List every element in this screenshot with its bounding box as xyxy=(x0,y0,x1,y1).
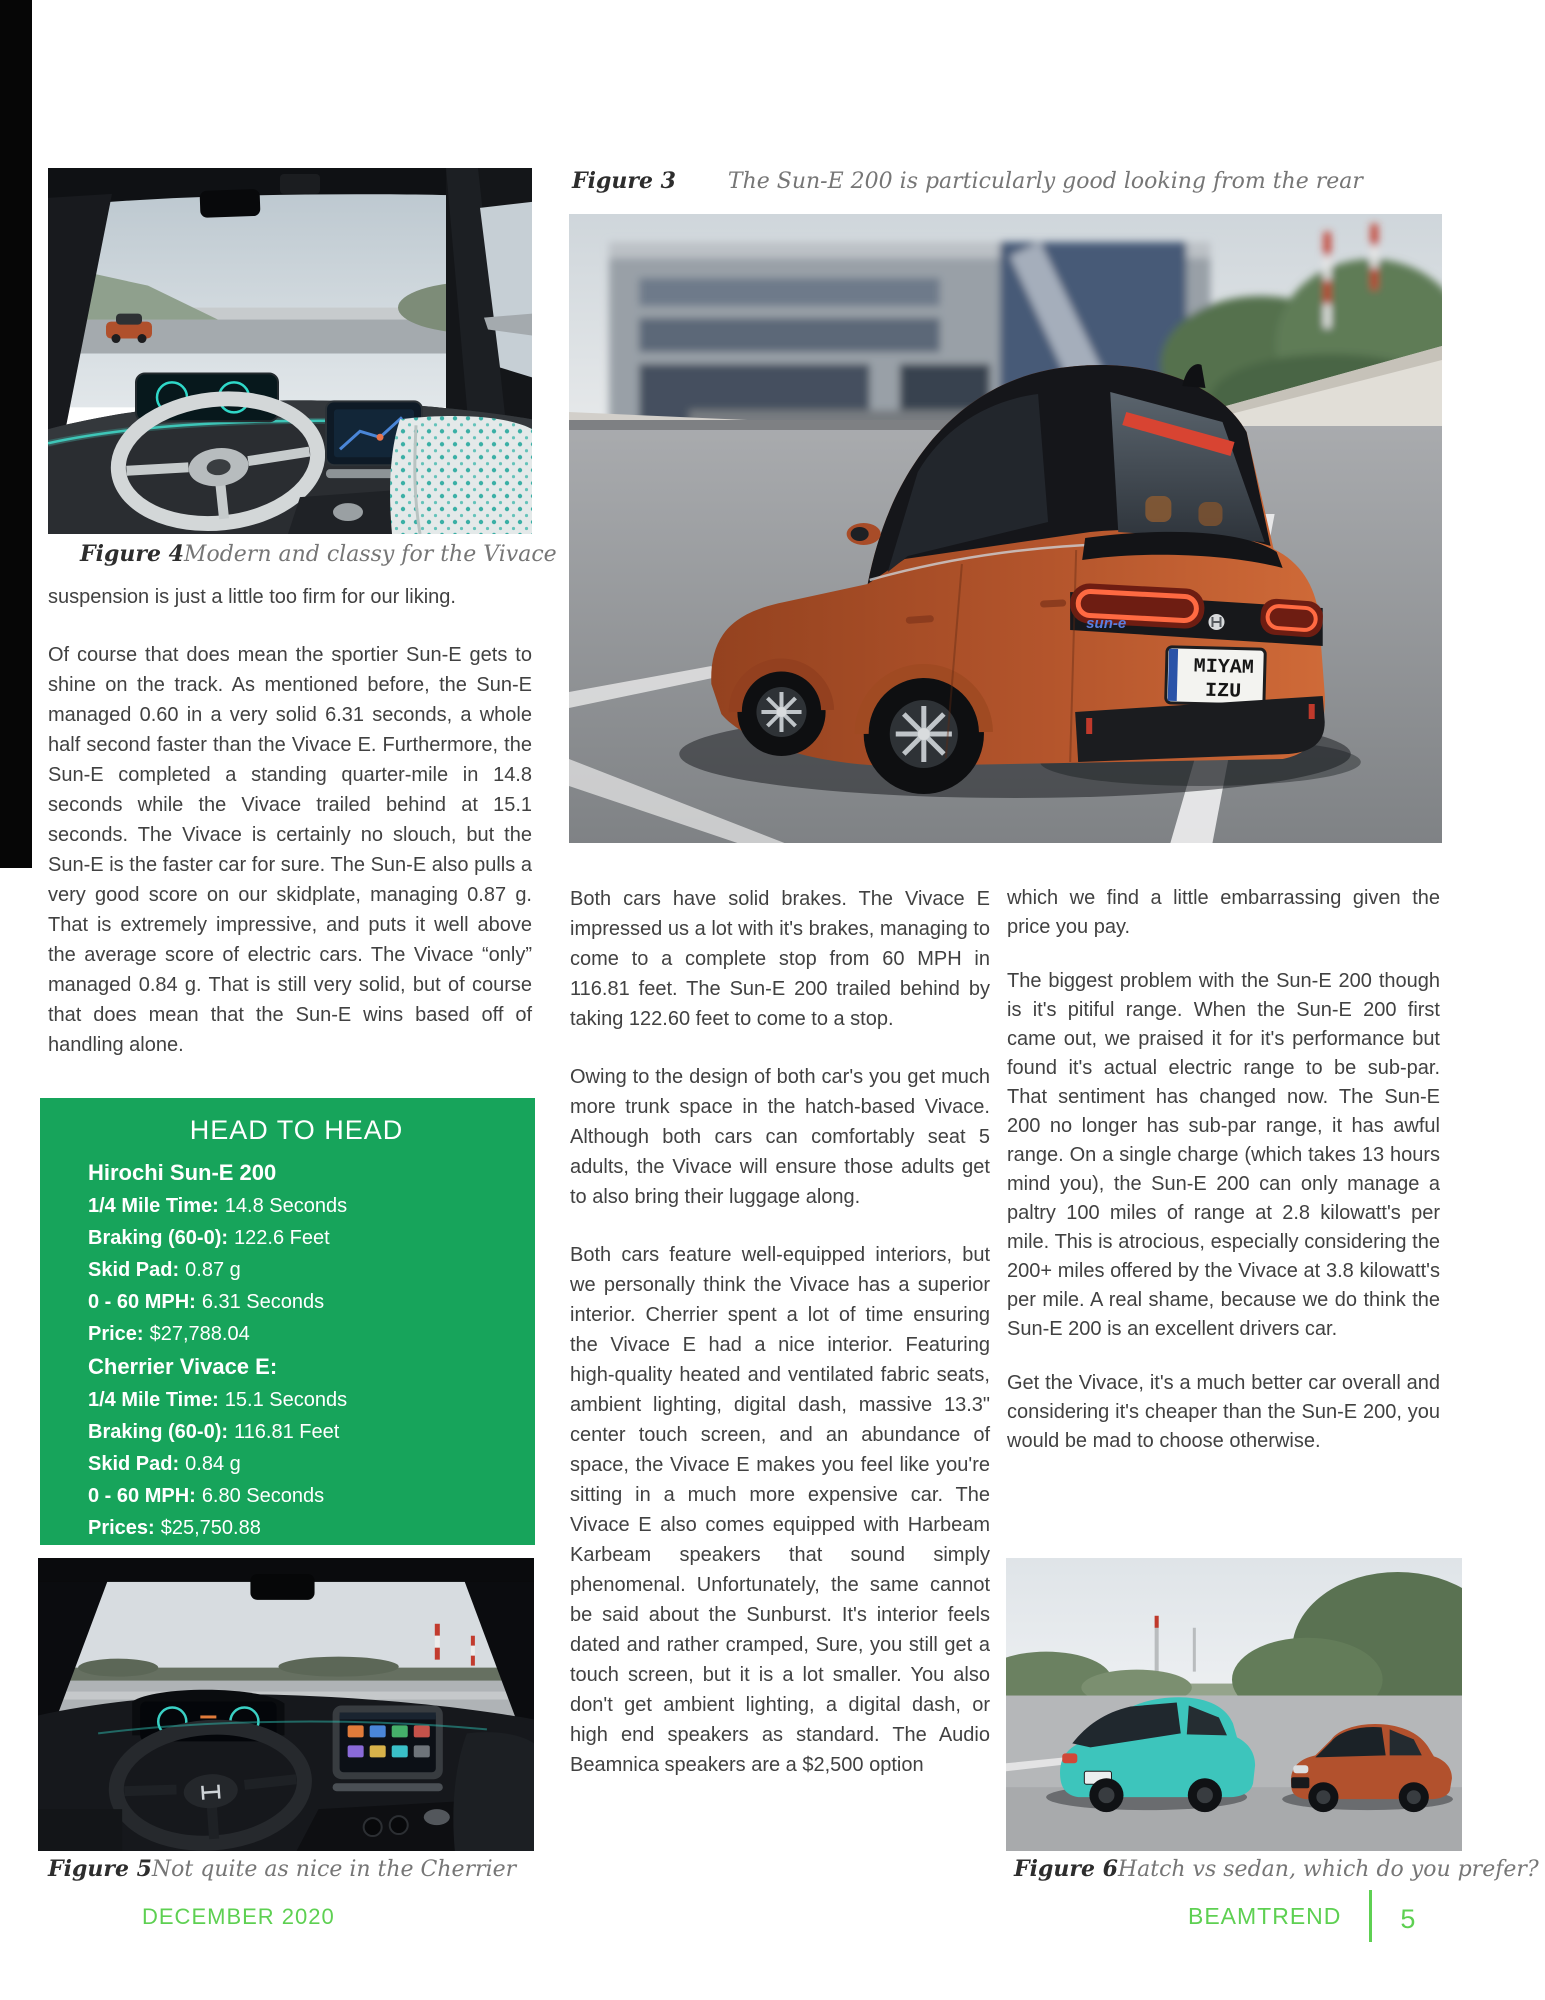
middle-column xyxy=(570,884,990,1780)
footer-right xyxy=(1188,1890,1415,1942)
seat-pattern xyxy=(390,416,532,534)
nav-marker xyxy=(377,434,384,441)
spec-value: 122.6 Feet xyxy=(234,1227,330,1249)
spec-row xyxy=(88,1512,505,1544)
head-to-head-box xyxy=(40,1098,535,1545)
body-paragraph: which we find a little embarrassing given the price you pay. xyxy=(1007,887,1440,938)
figure6-photo xyxy=(1006,1558,1462,1851)
spec-label: 1/4 Mile Time: xyxy=(88,1195,219,1217)
spec-row xyxy=(88,1480,505,1512)
body-paragraph: Of course that does mean the sportier Sun-E gets to shine on the track. As mentioned before, the Sun-E managed 0.60 in a very solid 6.31 seconds, a whole half second faster than the Vivace E. Furthermore, the Sun-E completed a standing quarter-mile in 14.8 seconds while the Vivace trailed behind at 15.1 seconds. The Vivace is certainly no slouch, but the Sun-E is the faster car for sure. The Sun-E also pulls a very good score on our skidplate, managing 0.87 g. That is extremely impressive, and puts it well above the average score of electric cars. The Vivace “only” managed 0.84 g. That is still very solid, but of course that does mean that the Sun-E wins based off of handling alone. xyxy=(48,644,532,1056)
page-edge-bar xyxy=(0,0,32,868)
figure5-caption xyxy=(48,1856,516,1882)
headrest xyxy=(1145,496,1171,522)
tree-bump xyxy=(78,1659,158,1677)
driver-seat-corner xyxy=(38,1809,122,1851)
body-paragraph: suspension is just a little too firm for our liking. xyxy=(48,586,456,608)
sedan-headlight xyxy=(1293,1765,1308,1773)
figure3-label: Figure 3 xyxy=(572,168,676,194)
spec-value: 6.31 Seconds xyxy=(201,1291,325,1313)
spec-value: 0.84 g xyxy=(185,1453,241,1475)
spec-row xyxy=(88,1384,505,1416)
vivace-interior-art xyxy=(48,168,532,534)
body-paragraph: Get the Vivace, it's a much better car overall and considering it's cheaper than the Sun-E 200, you would be mad to choose otherwise. xyxy=(1007,1372,1440,1452)
cherrier-interior-art xyxy=(38,1558,534,1851)
mast-top xyxy=(1155,1616,1159,1628)
spec-label: Price: xyxy=(88,1323,144,1345)
plate-line1: MIYAM xyxy=(1193,655,1255,680)
rearview-mirror xyxy=(200,189,261,218)
spec-value: 6.80 Seconds xyxy=(201,1485,325,1507)
body-paragraph: Owing to the design of both car's you get much more trunk space in the hatch-based Vivace. Although both cars can comfortably seat 5 adults, the Vivace will ensure those adults get to also bring their luggage along. xyxy=(570,1066,990,1208)
body-paragraph: Both cars feature well-equipped interiors, but we personally think the Vivace has a superior interior. Cherrier spent a lot of time ensuring the Vivace E had a nice interior. Featuring high-quality heated and ventilated fabric seats, ambient lighting, digital dash, massive 13.3" center touch screen, and an abundance of space, the Vivace E makes you feel like you're sitting in a much more expensive car. The Vivace E also comes equipped with Harbeam Karbeam speakers that sound simply phenomenal. Unfortunately, the same cannot be said about the Sunburst. It's interior feels dated and rather cramped, Sure, you still get a touch screen, but it is a lot smaller. You also don't get ambient lighting, a digital dash, or high end speakers as standard. The Audio Beamnica speakers are a $2,500 option xyxy=(570,1244,990,1776)
taillight-right xyxy=(1259,598,1324,638)
plate-line2: IZU xyxy=(1204,679,1242,704)
spec-value: 0.87 g xyxy=(185,1259,241,1281)
figure4-label: Figure 4 xyxy=(80,541,184,567)
spec-label: 0 - 60 MPH: xyxy=(88,1485,196,1507)
spec-row xyxy=(88,1222,505,1254)
car1-name: Hirochi Sun-E 200 xyxy=(88,1160,277,1185)
figure4-caption xyxy=(80,541,557,567)
spec-row xyxy=(88,1416,505,1448)
figure5-caption-text: Not quite as nice in the Cherrier xyxy=(151,1857,517,1882)
cupholder xyxy=(390,1816,408,1834)
hatch-vs-sedan-art xyxy=(1006,1558,1462,1851)
figure3-caption xyxy=(572,168,1363,194)
spec-value: $27,788.04 xyxy=(149,1323,250,1345)
headrest xyxy=(1198,502,1222,526)
spec-label: Skid Pad: xyxy=(88,1453,180,1475)
cupholder xyxy=(364,1818,382,1836)
dash-trim xyxy=(333,1783,443,1791)
license-plate xyxy=(1166,647,1266,706)
car2-name: Cherrier Vivace E: xyxy=(88,1354,278,1379)
spec-row xyxy=(88,1190,505,1222)
right-column xyxy=(1007,884,1440,1456)
spec-value: 15.1 Seconds xyxy=(224,1389,348,1411)
footer-magazine-name: BEAMTREND xyxy=(1188,1902,1342,1929)
figure5-photo xyxy=(38,1558,534,1851)
figure6-caption xyxy=(1014,1856,1539,1882)
figure3-caption-text: The Sun-E 200 is particularly good looking from the rear xyxy=(727,169,1363,194)
sun-e-rear-photo-art xyxy=(569,214,1442,843)
spec-label: Prices: xyxy=(88,1517,155,1539)
spec-label: 1/4 Mile Time: xyxy=(88,1389,219,1411)
figure4-caption-text: Modern and classy for the Vivace xyxy=(183,542,557,567)
spec-label: Braking (60-0): xyxy=(88,1227,229,1249)
figure4-photo xyxy=(48,168,532,534)
footer-page-number: 5 xyxy=(1400,1903,1416,1934)
spec-row xyxy=(88,1254,505,1286)
mast xyxy=(1193,1628,1196,1672)
spec-label: Skid Pad: xyxy=(88,1259,180,1281)
sensor-housing xyxy=(280,174,320,194)
figure3-photo xyxy=(569,214,1442,843)
left-column xyxy=(48,582,532,1060)
shifter-knob xyxy=(424,1809,450,1825)
footer-divider xyxy=(1369,1890,1372,1942)
spec-label: 0 - 60 MPH: xyxy=(88,1291,196,1313)
door-handle xyxy=(1040,599,1066,607)
spec-row xyxy=(88,1448,505,1480)
figure6-label: Figure 6 xyxy=(1014,1856,1118,1882)
body-paragraph: The biggest problem with the Sun-E 200 though is it's pitiful range. When the Sun-E 200 first came out, we praised it for it's performance but found it's actual electric range to be sub-par. That sentiment has changed now. The Sun-E 200 no longer has sub-par range, it has awful range. On a single charge (which takes 13 hours mind you), the Sun-E 200 can only manage a paltry 100 miles of range at 2.8 kilowatt's per mile. This is atrocious, especially considering the 200+ miles offered by the Vivace at 3.8 kilowatt's per mile. A real shame, because we do think the Sun-E 200 is an excellent drivers car. xyxy=(1007,970,1440,1340)
head-to-head-title: HEAD TO HEAD xyxy=(189,1115,404,1145)
tree-bump xyxy=(278,1657,398,1677)
spec-row xyxy=(88,1318,505,1350)
trunk-badge-text: sun-e xyxy=(1086,615,1127,632)
gear-selector xyxy=(333,503,363,521)
spec-row xyxy=(88,1286,505,1318)
figure5-label: Figure 5 xyxy=(48,1856,152,1882)
gauge-tick xyxy=(200,1715,216,1718)
sedan-grille xyxy=(1291,1777,1309,1788)
screen-statusbar xyxy=(340,1712,436,1719)
footer-issue-date: DECEMBER 2020 xyxy=(142,1904,335,1929)
passenger-seat xyxy=(453,1732,534,1851)
reflector xyxy=(1086,718,1092,734)
hatch-taillight xyxy=(1062,1753,1077,1763)
spec-value: $25,750.88 xyxy=(160,1517,261,1539)
spec-value: 116.81 Feet xyxy=(234,1421,340,1443)
spec-value: 14.8 Seconds xyxy=(224,1195,348,1217)
reflector xyxy=(1309,704,1315,719)
side-mirror-glass xyxy=(851,527,869,541)
rearview-mirror xyxy=(250,1574,314,1600)
figure6-caption-text: Hatch vs sedan, which do you prefer? xyxy=(1117,1857,1539,1882)
body-paragraph: Both cars have solid brakes. The Vivace E impressed us a lot with it's brakes, managing to come to a complete stop from 60 MPH in 116.81 feet. The Sun-E 200 trailed behind by taking 122.60 feet to come to a stop. xyxy=(570,888,990,1030)
spec-label: Braking (60-0): xyxy=(88,1421,229,1443)
